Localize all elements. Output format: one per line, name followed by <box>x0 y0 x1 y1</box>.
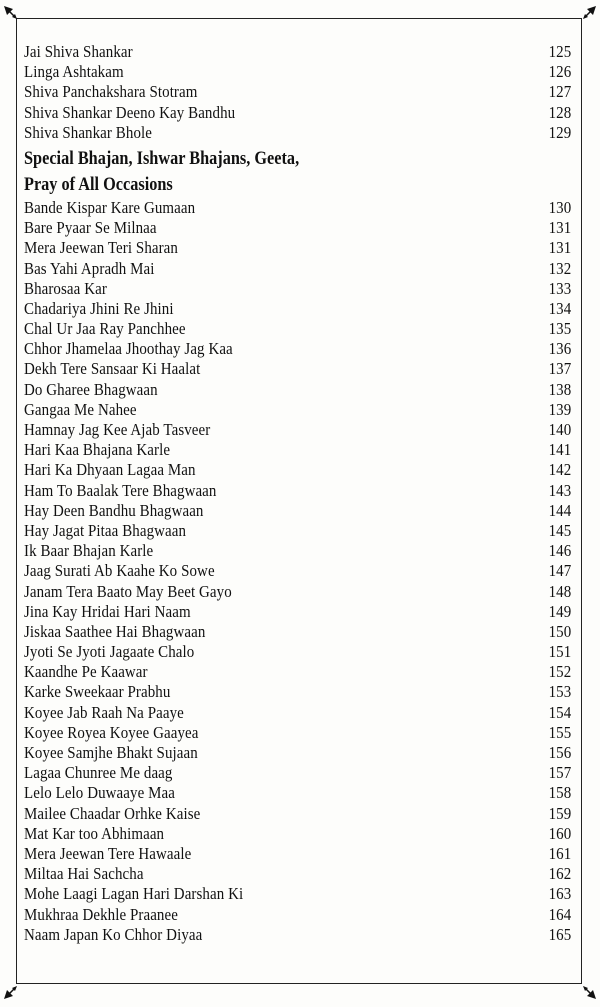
toc-entry-title: Shiva Shankar Bhole <box>24 122 152 142</box>
toc-entry <box>24 259 571 279</box>
toc-entry-page-number: 131 <box>548 238 572 258</box>
toc-entry <box>24 561 571 581</box>
toc-entry-title: Ik Baar Bhajan Karle <box>24 541 154 561</box>
toc-entry <box>24 602 571 622</box>
toc-entry <box>24 642 571 662</box>
toc-entry <box>24 380 571 400</box>
toc-entry-title: Ham To Baalak Tere Bhagwaan <box>24 480 217 500</box>
toc-entry-title: Gangaa Me Nahee <box>24 399 137 419</box>
toc-entry-page-number: 134 <box>548 298 572 318</box>
toc-entry-page-number: 142 <box>548 460 572 480</box>
toc-entry-page-number: 152 <box>548 662 572 682</box>
toc-entry-title: Mailee Chaadar Orhke Kaise <box>24 803 201 823</box>
toc-entry-title: Linga Ashtakam <box>24 62 124 82</box>
toc-entry-title: Mukhraa Dekhle Praanee <box>24 904 178 924</box>
section-heading-line-1: Special Bhajan, Ishwar Bhajans, Geeta, <box>24 148 300 169</box>
toc-entry-page-number: 143 <box>548 480 572 500</box>
toc-entry-title: Koyee Samjhe Bhakt Sujaan <box>24 743 198 762</box>
toc-entry-title: Chadariya Jhini Re Jhini <box>24 298 174 318</box>
toc-entry-page-number: 132 <box>548 258 572 278</box>
toc-entry <box>24 763 571 783</box>
toc-entry <box>24 622 571 642</box>
toc-entry-page-number: 139 <box>548 399 572 419</box>
toc-entry <box>24 804 571 824</box>
toc-entry-title: Bare Pyaar Se Milnaa <box>24 218 157 238</box>
corner-ornament-icon <box>3 976 27 1000</box>
toc-entry-page-number: 151 <box>548 642 572 662</box>
toc-entry <box>24 420 571 440</box>
toc-entry <box>24 339 571 359</box>
toc-entry-page-number: 154 <box>548 702 572 722</box>
toc-entry-title: Koyee Jab Raah Na Paaye <box>24 702 184 722</box>
toc-entry <box>24 198 571 218</box>
corner-ornament-icon <box>3 5 27 29</box>
toc-entry-title: Miltaa Hai Sachcha <box>24 864 144 884</box>
toc-entry-page-number: 157 <box>548 763 572 783</box>
toc-entry-title: Naam Japan Ko Chhor Diyaa <box>24 924 203 944</box>
toc-entry-title: Chhor Jhamelaa Jhoothay Jag Kaa <box>24 339 233 359</box>
toc-entry <box>24 682 571 702</box>
toc-entry <box>24 662 571 682</box>
toc-entry-title: Karke Sweekaar Prabhu <box>24 682 171 702</box>
toc-entry <box>24 279 571 299</box>
toc-entry <box>24 42 571 62</box>
toc-entry-page-number: 158 <box>548 783 572 803</box>
toc-entry-page-number: 159 <box>548 803 572 823</box>
toc-entry-title: Shiva Shankar Deeno Kay Bandhu <box>24 102 236 122</box>
toc-entry-title: Hamnay Jag Kee Ajab Tasveer <box>24 420 211 439</box>
toc-entry <box>24 864 571 884</box>
toc-entry-page-number: 136 <box>548 339 572 359</box>
toc-entry-title: Mohe Laagi Lagan Hari Darshan Ki <box>24 884 244 904</box>
toc-entry-page-number: 131 <box>548 218 572 238</box>
toc-entry <box>24 703 571 723</box>
toc-entry <box>24 238 571 258</box>
toc-entry-page-number: 153 <box>548 682 572 702</box>
toc-entry-page-number: 133 <box>548 278 572 298</box>
toc-entry-page-number: 160 <box>548 823 572 843</box>
toc-entry-page-number: 163 <box>548 884 572 904</box>
toc-entry-page-number: 162 <box>548 864 572 884</box>
toc-entry <box>24 905 571 925</box>
toc-entry <box>24 400 571 420</box>
toc-main-list <box>24 198 572 945</box>
toc-entry-title: Koyee Royea Koyee Gaayea <box>24 722 199 742</box>
toc-entry-page-number: 127 <box>548 82 572 102</box>
toc-entry-title: Mera Jeewan Teri Sharan <box>24 238 178 258</box>
toc-entry <box>24 521 571 541</box>
toc-entry-title: Hay Deen Bandhu Bhagwaan <box>24 500 204 520</box>
toc-entry-page-number: 148 <box>548 581 572 601</box>
toc-entry-title: Hari Kaa Bhajana Karle <box>24 440 171 460</box>
toc-entry-page-number: 130 <box>548 197 572 217</box>
toc-entry-title: Jyoti Se Jyoti Jagaate Chalo <box>24 642 195 662</box>
toc-entry-title: Hari Ka Dhyaan Lagaa Man <box>24 460 196 480</box>
toc-entry-page-number: 141 <box>548 440 572 460</box>
toc-entry <box>24 824 571 844</box>
toc-entry <box>24 440 571 460</box>
section-heading-line-2: Pray of All Occasions <box>24 174 173 195</box>
toc-entry-title: Lagaa Chunree Me daag <box>24 763 173 783</box>
toc-entry <box>24 103 571 123</box>
toc-entry-page-number: 147 <box>548 561 572 581</box>
toc-entry <box>24 844 571 864</box>
toc-entry-page-number: 156 <box>548 743 572 762</box>
toc-entry-title: Shiva Panchakshara Stotram <box>24 82 198 102</box>
toc-entry-page-number: 140 <box>548 420 572 439</box>
toc-entry-page-number: 129 <box>548 122 572 142</box>
toc-entry <box>24 123 571 143</box>
toc-entry-title: Jai Shiva Shankar <box>24 42 133 61</box>
toc-entry <box>24 82 571 102</box>
toc-entry-page-number: 146 <box>548 541 572 561</box>
toc-entry <box>24 460 571 480</box>
toc-entry-title: Hay Jagat Pitaa Bhagwaan <box>24 520 187 540</box>
toc-entry <box>24 481 571 501</box>
toc-entry <box>24 925 571 945</box>
toc-entry <box>24 783 571 803</box>
toc-entry-page-number: 155 <box>548 722 572 742</box>
toc-entry-title: Mat Kar too Abhimaan <box>24 823 165 843</box>
toc-entry <box>24 319 571 339</box>
toc-entry <box>24 218 571 238</box>
toc-entry-title: Jina Kay Hridai Hari Naam <box>24 601 191 621</box>
toc-entry-page-number: 125 <box>548 42 572 61</box>
toc-entry <box>24 62 571 82</box>
toc-entry-page-number: 138 <box>548 379 572 399</box>
toc-entry-page-number: 128 <box>548 102 572 122</box>
toc-entry <box>24 743 571 763</box>
toc-entry <box>24 541 571 561</box>
toc-entry <box>24 582 571 602</box>
toc-entry <box>24 501 571 521</box>
toc-entry-page-number: 145 <box>548 520 572 540</box>
corner-ornament-icon <box>573 976 597 1000</box>
toc-entry-title: Mera Jeewan Tere Hawaale <box>24 843 192 863</box>
toc-entry <box>24 723 571 743</box>
toc-entry-title: Bharosaa Kar <box>24 278 107 298</box>
toc-entry-page-number: 165 <box>548 924 572 944</box>
toc-entry-title: Do Gharee Bhagwaan <box>24 379 158 399</box>
toc-entry-title: Jiskaa Saathee Hai Bhagwaan <box>24 621 206 641</box>
toc-entry-page-number: 144 <box>548 500 572 520</box>
toc-entry-title: Janam Tera Baato May Beet Gayo <box>24 581 232 601</box>
toc-top-list <box>24 42 572 143</box>
toc-entry <box>24 359 571 379</box>
toc-entry <box>24 299 571 319</box>
corner-ornament-icon <box>573 5 597 29</box>
table-of-contents <box>24 42 572 945</box>
toc-entry-title: Chal Ur Jaa Ray Panchhee <box>24 319 186 339</box>
toc-entry <box>24 884 571 904</box>
toc-entry-page-number: 126 <box>548 62 572 82</box>
toc-entry-page-number: 150 <box>548 621 572 641</box>
toc-entry-title: Jaag Surati Ab Kaahe Ko Sowe <box>24 561 215 581</box>
toc-entry-page-number: 135 <box>548 319 572 339</box>
toc-entry-title: Kaandhe Pe Kaawar <box>24 662 148 682</box>
toc-entry-page-number: 137 <box>548 359 572 379</box>
toc-entry-page-number: 161 <box>548 843 572 863</box>
toc-entry-page-number: 164 <box>548 904 572 924</box>
toc-entry-page-number: 149 <box>548 601 572 621</box>
toc-entry-title: Lelo Lelo Duwaaye Maa <box>24 783 175 803</box>
toc-entry-title: Bande Kispar Kare Gumaan <box>24 197 196 217</box>
toc-entry-title: Bas Yahi Apradh Mai <box>24 258 155 278</box>
toc-entry-title: Dekh Tere Sansaar Ki Haalat <box>24 359 201 379</box>
